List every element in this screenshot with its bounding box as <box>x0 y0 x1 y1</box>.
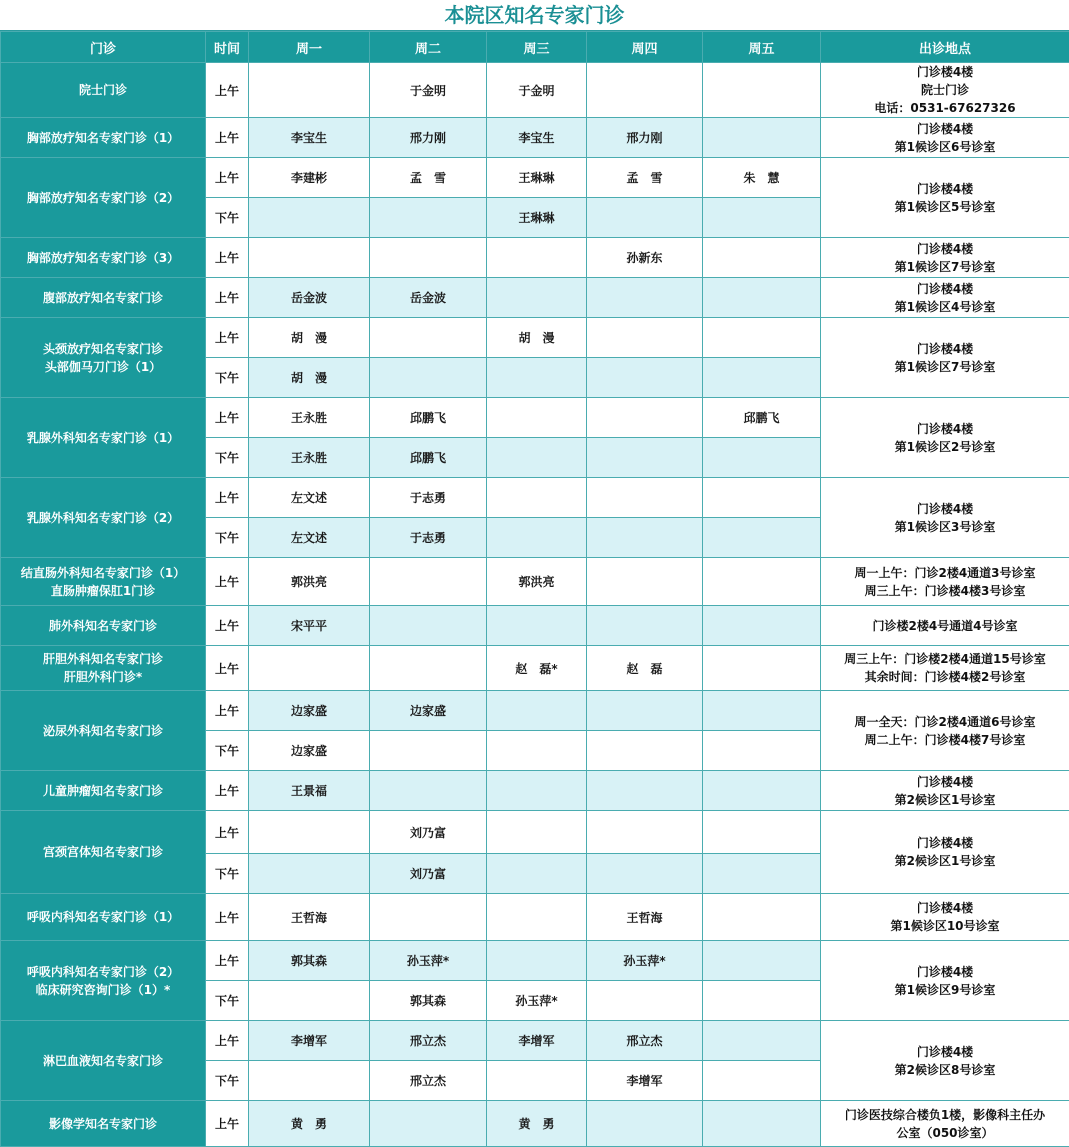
location-line: 第1候诊区2号诊室 <box>823 438 1067 456</box>
time-cell: 下午 <box>206 731 249 771</box>
doctor-cell-friday <box>703 811 821 854</box>
header-time: 时间 <box>206 32 249 63</box>
doctor-cell-thursday <box>587 438 703 478</box>
doctor-cell-monday: 王永胜 <box>249 398 370 438</box>
clinic-name-cell <box>1 646 206 691</box>
location-line: 周二上午：门诊楼4楼7号诊室 <box>823 731 1067 749</box>
doctor-cell-thursday: 孙新东 <box>587 238 703 278</box>
doctor-cell-thursday: 孟 雪 <box>587 158 703 198</box>
location-cell <box>821 478 1069 558</box>
schedule-row <box>1 894 1069 941</box>
schedule-row <box>1 646 1069 691</box>
doctor-cell-wednesday <box>487 438 587 478</box>
doctor-cell-wednesday: 赵 磊* <box>487 646 587 691</box>
location-line: 周三上午：门诊楼2楼4通道15号诊室 <box>823 650 1067 668</box>
doctor-cell-tuesday <box>370 606 487 646</box>
clinic-name-cell <box>1 1101 206 1147</box>
doctor-cell-monday: 宋平平 <box>249 606 370 646</box>
doctor-cell-wednesday <box>487 1061 587 1101</box>
doctor-cell-monday: 王永胜 <box>249 438 370 478</box>
doctor-cell-wednesday: 于金明 <box>487 63 587 118</box>
doctor-cell-tuesday: 边家盛 <box>370 691 487 731</box>
clinic-name-line: 影像学知名专家门诊 <box>3 1115 203 1133</box>
doctor-cell-wednesday <box>487 894 587 941</box>
location-line: 第1候诊区3号诊室 <box>823 518 1067 536</box>
schedule-row <box>1 63 1069 118</box>
doctor-cell-monday <box>249 1061 370 1101</box>
location-cell <box>821 646 1069 691</box>
clinic-name-line: 宫颈宫体知名专家门诊 <box>3 843 203 861</box>
doctor-cell-friday <box>703 1061 821 1101</box>
clinic-name-cell <box>1 398 206 478</box>
doctor-cell-monday <box>249 646 370 691</box>
doctor-cell-wednesday: 孙玉萍* <box>487 981 587 1021</box>
doctor-cell-tuesday <box>370 646 487 691</box>
location-line: 门诊楼4楼 <box>823 963 1067 981</box>
clinic-name-cell <box>1 894 206 941</box>
clinic-name-cell <box>1 771 206 811</box>
location-line: 电话：0531-67627326 <box>823 99 1067 117</box>
clinic-name-line: 直肠肿瘤保肛1门诊 <box>3 582 203 600</box>
time-cell: 上午 <box>206 1021 249 1061</box>
doctor-cell-wednesday <box>487 606 587 646</box>
location-line: 门诊楼4楼 <box>823 340 1067 358</box>
location-line: 门诊医技综合楼负1楼，影像科主任办 <box>823 1106 1067 1124</box>
doctor-cell-thursday <box>587 606 703 646</box>
location-line: 第1候诊区7号诊室 <box>823 358 1067 376</box>
doctor-cell-monday: 左文述 <box>249 518 370 558</box>
location-cell <box>821 158 1069 238</box>
clinic-name-cell <box>1 691 206 771</box>
location-line: 第2候诊区8号诊室 <box>823 1061 1067 1079</box>
doctor-cell-friday: 朱 慧 <box>703 158 821 198</box>
doctor-cell-tuesday: 于金明 <box>370 63 487 118</box>
clinic-name-line: 儿童肿瘤知名专家门诊 <box>3 782 203 800</box>
schedule-row <box>1 811 1069 854</box>
doctor-cell-tuesday: 邱鹏飞 <box>370 438 487 478</box>
doctor-cell-wednesday <box>487 518 587 558</box>
location-line: 门诊楼4楼 <box>823 1043 1067 1061</box>
clinic-name-line: 院士门诊 <box>3 81 203 99</box>
location-cell <box>821 691 1069 771</box>
schedule-row <box>1 1021 1069 1061</box>
doctor-cell-thursday: 李增军 <box>587 1061 703 1101</box>
header-wednesday: 周三 <box>487 32 587 63</box>
doctor-cell-wednesday <box>487 238 587 278</box>
doctor-cell-friday <box>703 941 821 981</box>
clinic-name-line: 呼吸内科知名专家门诊（1） <box>3 908 203 926</box>
doctor-cell-thursday: 邢立杰 <box>587 1021 703 1061</box>
doctor-cell-monday <box>249 238 370 278</box>
doctor-cell-friday <box>703 731 821 771</box>
header-friday: 周五 <box>703 32 821 63</box>
schedule-row <box>1 238 1069 278</box>
clinic-name-cell <box>1 118 206 158</box>
doctor-cell-tuesday <box>370 731 487 771</box>
doctor-cell-monday: 胡 漫 <box>249 358 370 398</box>
location-line: 门诊楼4楼 <box>823 500 1067 518</box>
location-line: 第1候诊区10号诊室 <box>823 917 1067 935</box>
doctor-cell-tuesday: 邢力刚 <box>370 118 487 158</box>
doctor-cell-monday <box>249 981 370 1021</box>
clinic-name-line: 肝胆外科门诊* <box>3 668 203 686</box>
doctor-cell-wednesday: 李宝生 <box>487 118 587 158</box>
location-line: 第2候诊区1号诊室 <box>823 791 1067 809</box>
doctor-cell-wednesday: 胡 漫 <box>487 318 587 358</box>
doctor-cell-tuesday: 刘乃富 <box>370 811 487 854</box>
clinic-name-cell <box>1 558 206 606</box>
location-line: 门诊楼4楼 <box>823 180 1067 198</box>
clinic-name-line: 肝胆外科知名专家门诊 <box>3 650 203 668</box>
doctor-cell-monday <box>249 854 370 894</box>
doctor-cell-thursday <box>587 854 703 894</box>
time-cell: 上午 <box>206 158 249 198</box>
doctor-cell-wednesday <box>487 478 587 518</box>
time-cell: 下午 <box>206 358 249 398</box>
schedule-row <box>1 606 1069 646</box>
clinic-name-cell <box>1 606 206 646</box>
doctor-cell-friday <box>703 1101 821 1147</box>
time-cell: 下午 <box>206 1061 249 1101</box>
clinic-name-cell <box>1 278 206 318</box>
doctor-cell-thursday <box>587 771 703 811</box>
location-line: 门诊楼4楼 <box>823 834 1067 852</box>
doctor-cell-friday <box>703 558 821 606</box>
doctor-cell-tuesday: 邢立杰 <box>370 1061 487 1101</box>
schedule-row <box>1 691 1069 731</box>
clinic-name-cell <box>1 238 206 278</box>
location-line: 其余时间：门诊楼4楼2号诊室 <box>823 668 1067 686</box>
location-line: 第1候诊区7号诊室 <box>823 258 1067 276</box>
time-cell: 下午 <box>206 518 249 558</box>
doctor-cell-tuesday <box>370 558 487 606</box>
clinic-name-cell <box>1 941 206 1021</box>
time-cell: 下午 <box>206 198 249 238</box>
schedule-row <box>1 558 1069 606</box>
doctor-cell-friday <box>703 894 821 941</box>
header-row <box>1 32 1069 63</box>
location-line: 门诊楼4楼 <box>823 280 1067 298</box>
doctor-cell-wednesday <box>487 731 587 771</box>
doctor-cell-monday: 李增军 <box>249 1021 370 1061</box>
doctor-cell-thursday <box>587 358 703 398</box>
clinic-name-line: 乳腺外科知名专家门诊（2） <box>3 509 203 527</box>
schedule-row <box>1 771 1069 811</box>
doctor-cell-thursday: 邢力刚 <box>587 118 703 158</box>
doctor-cell-tuesday: 孟 雪 <box>370 158 487 198</box>
doctor-cell-monday: 李建彬 <box>249 158 370 198</box>
doctor-cell-friday <box>703 1021 821 1061</box>
doctor-cell-tuesday <box>370 238 487 278</box>
location-line: 门诊楼2楼4号通道4号诊室 <box>823 617 1067 635</box>
doctor-cell-wednesday: 郭洪亮 <box>487 558 587 606</box>
schedule-row <box>1 941 1069 981</box>
doctor-cell-wednesday: 李增军 <box>487 1021 587 1061</box>
time-cell: 下午 <box>206 438 249 478</box>
time-cell: 上午 <box>206 606 249 646</box>
time-cell: 上午 <box>206 398 249 438</box>
clinic-name-line: 头颈放疗知名专家门诊 <box>3 340 203 358</box>
clinic-name-line: 头部伽马刀门诊（1） <box>3 358 203 376</box>
doctor-cell-wednesday <box>487 278 587 318</box>
clinic-name-cell <box>1 158 206 238</box>
location-line: 公室（050诊室） <box>823 1124 1067 1142</box>
doctor-cell-friday <box>703 518 821 558</box>
time-cell: 上午 <box>206 558 249 606</box>
location-cell <box>821 318 1069 398</box>
clinic-name-line: 腹部放疗知名专家门诊 <box>3 289 203 307</box>
doctor-cell-friday <box>703 278 821 318</box>
doctor-cell-monday <box>249 63 370 118</box>
location-line: 门诊楼4楼 <box>823 420 1067 438</box>
schedule-row <box>1 118 1069 158</box>
clinic-name-cell <box>1 478 206 558</box>
location-cell <box>821 941 1069 1021</box>
clinic-name-line: 淋巴血液知名专家门诊 <box>3 1052 203 1070</box>
doctor-cell-tuesday: 岳金波 <box>370 278 487 318</box>
doctor-cell-wednesday <box>487 691 587 731</box>
doctor-cell-monday: 黄 勇 <box>249 1101 370 1147</box>
doctor-cell-thursday <box>587 478 703 518</box>
doctor-cell-monday: 王哲海 <box>249 894 370 941</box>
location-line: 门诊楼4楼 <box>823 63 1067 81</box>
doctor-cell-friday <box>703 691 821 731</box>
header-location: 出诊地点 <box>821 32 1069 63</box>
doctor-cell-wednesday <box>487 398 587 438</box>
doctor-cell-thursday <box>587 691 703 731</box>
location-cell <box>821 238 1069 278</box>
doctor-cell-wednesday <box>487 811 587 854</box>
doctor-cell-monday: 郭其森 <box>249 941 370 981</box>
doctor-cell-friday <box>703 358 821 398</box>
doctor-cell-friday <box>703 198 821 238</box>
doctor-cell-monday: 郭洪亮 <box>249 558 370 606</box>
location-cell <box>821 771 1069 811</box>
schedule-row <box>1 318 1069 358</box>
doctor-cell-thursday <box>587 981 703 1021</box>
location-line: 第2候诊区1号诊室 <box>823 852 1067 870</box>
location-line: 周一上午：门诊2楼4通道3号诊室 <box>823 564 1067 582</box>
clinic-name-line: 临床研究咨询门诊（1）* <box>3 981 203 999</box>
time-cell: 上午 <box>206 118 249 158</box>
time-cell: 下午 <box>206 854 249 894</box>
doctor-cell-thursday <box>587 318 703 358</box>
clinic-name-cell <box>1 811 206 894</box>
location-cell <box>821 398 1069 478</box>
page-title: 本院区知名专家门诊 <box>0 0 1069 31</box>
doctor-cell-monday <box>249 198 370 238</box>
time-cell: 上午 <box>206 318 249 358</box>
doctor-cell-friday <box>703 63 821 118</box>
doctor-cell-thursday <box>587 558 703 606</box>
clinic-name-cell <box>1 318 206 398</box>
time-cell: 上午 <box>206 691 249 731</box>
doctor-cell-tuesday: 于志勇 <box>370 518 487 558</box>
doctor-cell-monday: 岳金波 <box>249 278 370 318</box>
doctor-cell-wednesday: 王琳琳 <box>487 198 587 238</box>
doctor-cell-friday <box>703 318 821 358</box>
doctor-cell-monday: 李宝生 <box>249 118 370 158</box>
clinic-name-line: 肺外科知名专家门诊 <box>3 617 203 635</box>
clinic-name-line: 胸部放疗知名专家门诊（3） <box>3 249 203 267</box>
time-cell: 下午 <box>206 981 249 1021</box>
header-monday: 周一 <box>249 32 370 63</box>
location-line: 第1候诊区6号诊室 <box>823 138 1067 156</box>
doctor-cell-monday: 边家盛 <box>249 691 370 731</box>
doctor-cell-tuesday: 郭其森 <box>370 981 487 1021</box>
time-cell: 上午 <box>206 1101 249 1147</box>
doctor-cell-friday <box>703 438 821 478</box>
doctor-cell-tuesday: 于志勇 <box>370 478 487 518</box>
header-thursday: 周四 <box>587 32 703 63</box>
doctor-cell-tuesday <box>370 358 487 398</box>
doctor-cell-thursday <box>587 518 703 558</box>
doctor-cell-friday <box>703 854 821 894</box>
schedule-row <box>1 1101 1069 1147</box>
doctor-cell-tuesday <box>370 771 487 811</box>
clinic-name-cell <box>1 1021 206 1101</box>
doctor-cell-friday <box>703 771 821 811</box>
doctor-cell-thursday <box>587 731 703 771</box>
header-clinic: 门诊 <box>1 32 206 63</box>
doctor-cell-tuesday <box>370 198 487 238</box>
clinic-name-line: 乳腺外科知名专家门诊（1） <box>3 429 203 447</box>
doctor-cell-thursday <box>587 811 703 854</box>
location-cell <box>821 606 1069 646</box>
doctor-cell-wednesday <box>487 941 587 981</box>
time-cell: 上午 <box>206 894 249 941</box>
time-cell: 上午 <box>206 646 249 691</box>
location-cell <box>821 558 1069 606</box>
location-line: 门诊楼4楼 <box>823 773 1067 791</box>
doctor-cell-tuesday: 孙玉萍* <box>370 941 487 981</box>
schedule-row <box>1 158 1069 198</box>
location-cell <box>821 1021 1069 1101</box>
time-cell: 上午 <box>206 238 249 278</box>
doctor-cell-thursday <box>587 1101 703 1147</box>
time-cell: 上午 <box>206 63 249 118</box>
doctor-cell-wednesday: 黄 勇 <box>487 1101 587 1147</box>
doctor-cell-tuesday: 邱鹏飞 <box>370 398 487 438</box>
clinic-name-cell <box>1 63 206 118</box>
schedule-row <box>1 478 1069 518</box>
doctor-cell-friday: 邱鹏飞 <box>703 398 821 438</box>
schedule-row <box>1 278 1069 318</box>
time-cell: 上午 <box>206 811 249 854</box>
doctor-cell-wednesday <box>487 358 587 398</box>
time-cell: 上午 <box>206 941 249 981</box>
time-cell: 上午 <box>206 478 249 518</box>
header-tuesday: 周二 <box>370 32 487 63</box>
location-line: 门诊楼4楼 <box>823 240 1067 258</box>
location-line: 第1候诊区5号诊室 <box>823 198 1067 216</box>
doctor-cell-friday <box>703 981 821 1021</box>
clinic-name-line: 呼吸内科知名专家门诊（2） <box>3 963 203 981</box>
doctor-cell-friday <box>703 646 821 691</box>
doctor-cell-friday <box>703 606 821 646</box>
location-cell <box>821 1101 1069 1147</box>
location-cell <box>821 118 1069 158</box>
doctor-cell-tuesday: 刘乃富 <box>370 854 487 894</box>
doctor-cell-friday <box>703 478 821 518</box>
doctor-cell-thursday: 赵 磊 <box>587 646 703 691</box>
doctor-cell-thursday: 王哲海 <box>587 894 703 941</box>
schedule-row <box>1 398 1069 438</box>
location-line: 周一全天：门诊2楼4通道6号诊室 <box>823 713 1067 731</box>
doctor-cell-tuesday <box>370 1101 487 1147</box>
doctor-cell-tuesday <box>370 894 487 941</box>
doctor-cell-monday: 胡 漫 <box>249 318 370 358</box>
clinic-name-line: 胸部放疗知名专家门诊（2） <box>3 189 203 207</box>
schedule-body <box>1 63 1069 1147</box>
clinic-name-line: 胸部放疗知名专家门诊（1） <box>3 129 203 147</box>
location-line: 院士门诊 <box>823 81 1067 99</box>
location-line: 第1候诊区4号诊室 <box>823 298 1067 316</box>
location-cell <box>821 811 1069 894</box>
time-cell: 上午 <box>206 771 249 811</box>
doctor-cell-wednesday <box>487 854 587 894</box>
doctor-cell-tuesday <box>370 318 487 358</box>
doctor-cell-wednesday: 王琳琳 <box>487 158 587 198</box>
location-line: 第1候诊区9号诊室 <box>823 981 1067 999</box>
doctor-cell-thursday <box>587 198 703 238</box>
location-cell <box>821 894 1069 941</box>
clinic-name-line: 结直肠外科知名专家门诊（1） <box>3 564 203 582</box>
doctor-cell-monday: 王景福 <box>249 771 370 811</box>
doctor-cell-monday <box>249 811 370 854</box>
time-cell: 上午 <box>206 278 249 318</box>
location-line: 周三上午：门诊楼4楼3号诊室 <box>823 582 1067 600</box>
doctor-cell-friday <box>703 118 821 158</box>
location-cell <box>821 278 1069 318</box>
doctor-cell-thursday <box>587 63 703 118</box>
doctor-cell-monday: 左文述 <box>249 478 370 518</box>
location-cell <box>821 63 1069 118</box>
doctor-cell-friday <box>703 238 821 278</box>
clinic-name-line: 泌尿外科知名专家门诊 <box>3 722 203 740</box>
doctor-cell-monday: 边家盛 <box>249 731 370 771</box>
location-line: 门诊楼4楼 <box>823 120 1067 138</box>
location-line: 门诊楼4楼 <box>823 899 1067 917</box>
doctor-cell-thursday <box>587 398 703 438</box>
clinic-schedule-table <box>0 31 1069 1147</box>
doctor-cell-wednesday <box>487 771 587 811</box>
doctor-cell-thursday: 孙玉萍* <box>587 941 703 981</box>
doctor-cell-tuesday: 邢立杰 <box>370 1021 487 1061</box>
doctor-cell-thursday <box>587 278 703 318</box>
